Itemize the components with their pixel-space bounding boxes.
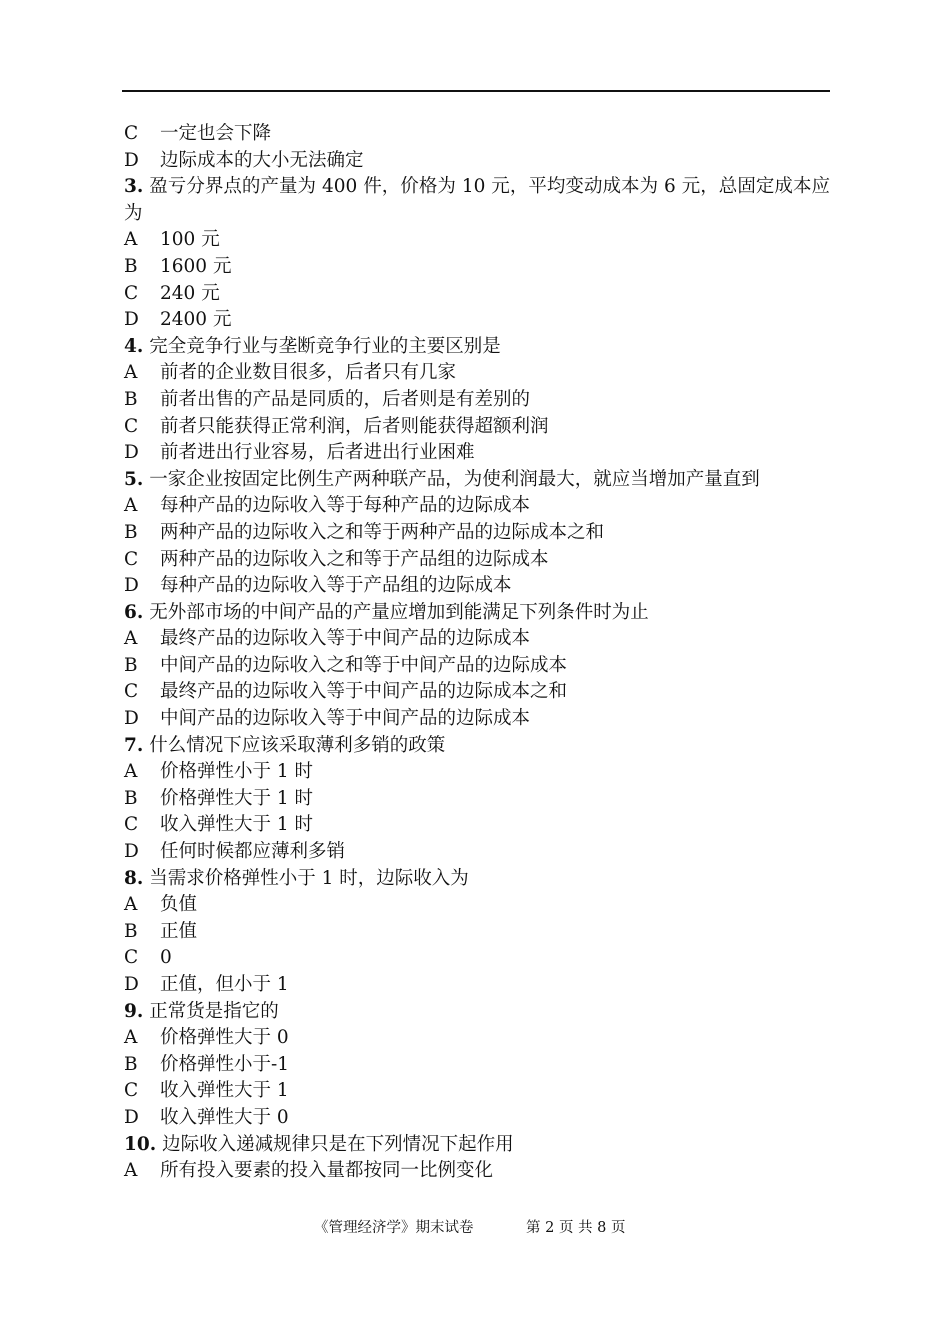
question-text: 无外部市场的中间产品的产量应增加到能满足下列条件时为止 bbox=[149, 601, 649, 623]
question-stem bbox=[124, 999, 830, 1026]
question-number: 3. bbox=[124, 176, 144, 198]
option-text: 两种产品的边际收入之和等于产品组的边际成本 bbox=[160, 548, 549, 570]
question-stem bbox=[124, 600, 830, 627]
option-row bbox=[124, 972, 830, 999]
option-letter: A bbox=[124, 628, 138, 650]
option-row bbox=[124, 679, 830, 706]
option-row bbox=[124, 892, 830, 919]
option-text: 收入弹性大于 0 bbox=[160, 1106, 289, 1128]
question-number: 9. bbox=[124, 1000, 144, 1022]
option-letter: A bbox=[124, 894, 138, 916]
question-text: 一家企业按固定比例生产两种联产品，为使利润最大，就应当增加产量直到 bbox=[149, 468, 760, 490]
option-text: 价格弹性大于 1 时 bbox=[160, 787, 314, 809]
option-letter: C bbox=[124, 814, 139, 836]
footer-title: 《管理经济学》期末试卷 bbox=[314, 1220, 474, 1236]
option-row bbox=[124, 307, 830, 334]
option-letter: D bbox=[124, 974, 139, 995]
option-letter: C bbox=[124, 681, 139, 703]
question-block bbox=[124, 733, 830, 866]
option-row bbox=[124, 281, 830, 308]
question-stem bbox=[124, 334, 830, 361]
question-text: 边际收入递减规律只是在下列情况下起作用 bbox=[162, 1133, 514, 1155]
option-row bbox=[124, 786, 830, 813]
question-number: 5. bbox=[124, 468, 144, 490]
option-letter: A bbox=[124, 362, 138, 384]
option-row bbox=[124, 387, 830, 414]
question-text: 正常货是指它的 bbox=[149, 1000, 279, 1022]
question-stem bbox=[124, 866, 830, 893]
option-row bbox=[124, 653, 830, 680]
option-letter: D bbox=[124, 149, 139, 171]
option-text: 最终产品的边际收入等于中间产品的边际成本之和 bbox=[160, 681, 568, 703]
option-text: 收入弹性大于 1 时 bbox=[160, 814, 314, 836]
question-block bbox=[124, 174, 830, 334]
question-number: 6. bbox=[124, 601, 144, 623]
option-text: 边际成本的大小无法确定 bbox=[160, 149, 364, 171]
question-stem bbox=[124, 733, 830, 760]
question-stem bbox=[124, 467, 830, 494]
option-text: 所有投入要素的投入量都按同一比例变化 bbox=[160, 1160, 494, 1182]
option-row bbox=[124, 254, 830, 281]
option-text: 价格弹性小于 1 时 bbox=[160, 761, 314, 783]
question-block bbox=[124, 999, 830, 1132]
question-block bbox=[124, 1132, 830, 1185]
option-letter: C bbox=[124, 548, 139, 570]
option-letter: C bbox=[124, 282, 139, 304]
option-text: 价格弹性小于-1 bbox=[160, 1053, 290, 1075]
option-text: 1600 元 bbox=[160, 255, 232, 277]
option-row bbox=[124, 1052, 830, 1079]
question-text: 盈亏分界点的产量为 400 件，价格为 10 元，平均变动成本为 6 元，总固定成本应为 bbox=[124, 176, 830, 224]
question-block bbox=[124, 866, 830, 999]
option-text: 前者进出行业容易，后者进出行业困难 bbox=[160, 442, 475, 464]
option-row bbox=[124, 121, 830, 148]
footer-page-info: 第 2 页 共 8 页 bbox=[526, 1220, 626, 1236]
option-letter: B bbox=[124, 1053, 138, 1075]
option-letter: A bbox=[124, 1160, 138, 1182]
option-text: 一定也会下降 bbox=[160, 123, 272, 144]
option-text: 前者出售的产品是同质的，后者则是有差别的 bbox=[160, 388, 531, 410]
option-letter: C bbox=[124, 123, 139, 144]
option-text: 中间产品的边际收入之和等于中间产品的边际成本 bbox=[160, 654, 568, 676]
option-text: 中间产品的边际收入等于中间产品的边际成本 bbox=[160, 708, 531, 730]
option-text: 任何时候都应薄利多销 bbox=[160, 841, 346, 863]
option-letter: C bbox=[124, 1080, 139, 1102]
option-row bbox=[124, 839, 830, 866]
option-row bbox=[124, 148, 830, 175]
option-row bbox=[124, 573, 830, 600]
option-letter: C bbox=[124, 947, 139, 969]
option-text: 每种产品的边际收入等于每种产品的边际成本 bbox=[160, 495, 531, 517]
option-letter: D bbox=[124, 841, 139, 863]
option-row bbox=[124, 227, 830, 254]
option-text: 240 元 bbox=[160, 282, 220, 304]
option-text: 最终产品的边际收入等于中间产品的边际成本 bbox=[160, 628, 531, 650]
option-letter: B bbox=[124, 787, 138, 809]
question-number: 7. bbox=[124, 734, 144, 756]
option-row bbox=[124, 520, 830, 547]
option-row bbox=[124, 945, 830, 972]
previous-question-options bbox=[124, 121, 830, 174]
option-row bbox=[124, 1078, 830, 1105]
option-letter: D bbox=[124, 442, 139, 464]
option-row bbox=[124, 1025, 830, 1052]
question-text: 完全竞争行业与垄断竞争行业的主要区别是 bbox=[149, 335, 501, 357]
option-letter: A bbox=[124, 1027, 138, 1049]
option-row bbox=[124, 547, 830, 574]
option-letter: B bbox=[124, 388, 138, 410]
question-number: 4. bbox=[124, 335, 144, 357]
option-text: 每种产品的边际收入等于产品组的边际成本 bbox=[160, 575, 512, 597]
option-text: 负值 bbox=[160, 894, 198, 916]
option-text: 收入弹性大于 1 bbox=[160, 1080, 289, 1102]
option-row bbox=[124, 440, 830, 467]
question-block bbox=[124, 600, 830, 733]
option-row bbox=[124, 414, 830, 441]
option-text: 前者只能获得正常利润，后者则能获得超额利润 bbox=[160, 415, 549, 437]
option-row bbox=[124, 1105, 830, 1132]
question-block bbox=[124, 334, 830, 467]
question-text: 当需求价格弹性小于 1 时，边际收入为 bbox=[149, 867, 469, 889]
option-row bbox=[124, 706, 830, 733]
option-letter: D bbox=[124, 1106, 139, 1128]
option-letter: B bbox=[124, 521, 138, 543]
option-text: 前者的企业数目很多，后者只有几家 bbox=[160, 362, 457, 384]
question-list bbox=[124, 174, 830, 1185]
option-letter: D bbox=[124, 708, 139, 730]
option-row bbox=[124, 360, 830, 387]
option-text: 正值 bbox=[160, 920, 198, 942]
option-row bbox=[124, 812, 830, 839]
option-text: 正值，但小于 1 bbox=[160, 974, 289, 995]
option-text: 两种产品的边际收入之和等于两种产品的边际成本之和 bbox=[160, 521, 605, 543]
option-letter: D bbox=[124, 575, 139, 597]
option-text: 价格弹性大于 0 bbox=[160, 1027, 289, 1049]
option-letter: A bbox=[124, 229, 138, 251]
option-row bbox=[124, 919, 830, 946]
option-letter: D bbox=[124, 309, 139, 331]
question-stem bbox=[124, 174, 830, 227]
question-block bbox=[124, 467, 830, 600]
option-letter: A bbox=[124, 495, 138, 517]
option-text: 0 bbox=[160, 947, 172, 969]
option-row bbox=[124, 1158, 830, 1185]
question-text: 什么情况下应该采取薄利多销的政策 bbox=[149, 734, 446, 756]
option-letter: B bbox=[124, 920, 138, 942]
option-row bbox=[124, 493, 830, 520]
option-row bbox=[124, 626, 830, 653]
option-letter: B bbox=[124, 255, 138, 277]
option-letter: A bbox=[124, 761, 138, 783]
option-text: 100 元 bbox=[160, 229, 220, 251]
option-letter: C bbox=[124, 415, 139, 437]
exam-content bbox=[124, 121, 830, 1185]
option-row bbox=[124, 759, 830, 786]
question-number: 8. bbox=[124, 867, 144, 889]
option-text: 2400 元 bbox=[160, 309, 232, 331]
header-rule bbox=[122, 90, 830, 92]
question-stem bbox=[124, 1132, 830, 1159]
option-letter: B bbox=[124, 654, 138, 676]
question-number: 10. bbox=[124, 1133, 157, 1155]
